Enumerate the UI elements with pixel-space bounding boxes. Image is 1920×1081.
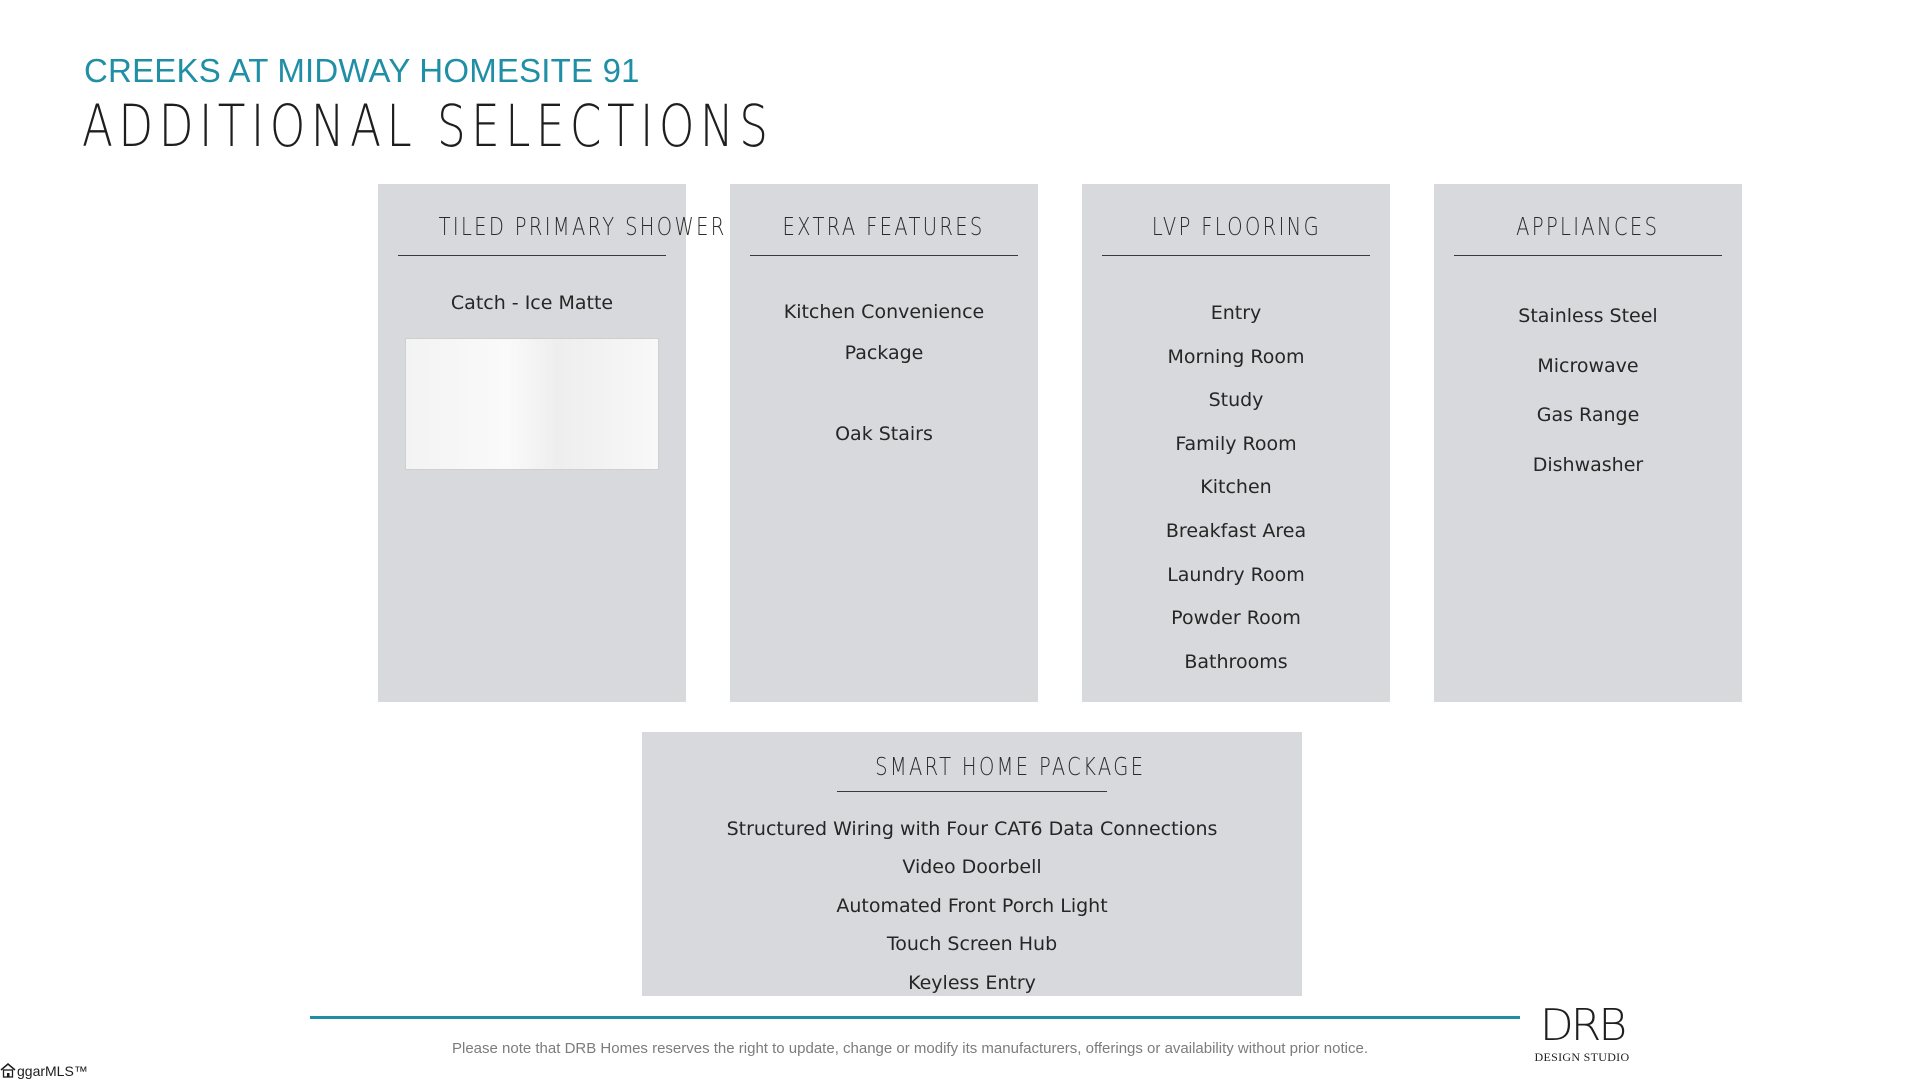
list-item: Kitchen — [1200, 476, 1272, 499]
list-item: Oak Stairs — [835, 423, 933, 445]
list-item: Powder Room — [1171, 607, 1301, 630]
list-item: Laundry Room — [1167, 563, 1305, 586]
panel-header — [398, 184, 727, 256]
selection-list — [378, 292, 686, 314]
panel-header — [750, 184, 1018, 256]
panel-extra-features — [730, 184, 1038, 702]
list-item: Package — [844, 342, 924, 364]
list-item: Automated Front Porch Light — [836, 894, 1108, 917]
panel-appliances — [1434, 184, 1742, 702]
list-item: Gas Range — [1536, 404, 1640, 427]
panel-header — [1454, 184, 1722, 256]
panel-title: SMART HOME PACKAGE — [875, 752, 1146, 781]
panel-tiled-primary-shower — [378, 184, 727, 702]
list-item: Family Room — [1175, 432, 1297, 455]
list-item: Entry — [1210, 302, 1262, 324]
list-item: Kitchen Convenience — [783, 301, 985, 323]
panel-title: TILED PRIMARY SHOWER — [438, 212, 727, 241]
homesite-subtitle: CREEKS AT MIDWAY HOMESITE 91 — [84, 52, 640, 89]
list-item: Morning Room — [1167, 345, 1305, 368]
list-item: Stainless Steel — [1518, 305, 1658, 327]
panel-title: APPLIANCES — [1516, 212, 1660, 241]
panel-smart-home-package — [642, 732, 1302, 996]
footer-disclaimer: Please note that DRB Homes reserves the right to update, change or modify its manufacturers, offerings or availability without prior notice. — [451, 1040, 1368, 1057]
list-item: Breakfast Area — [1165, 519, 1307, 542]
footer-divider — [310, 1016, 1520, 1019]
list-item: Microwave — [1537, 354, 1639, 377]
mls-watermark — [0, 1062, 88, 1080]
selection-list — [730, 292, 1038, 455]
panel-header — [1102, 184, 1370, 256]
selection-list — [642, 810, 1302, 1002]
list-item: Video Doorbell — [902, 856, 1042, 879]
list-item: Catch - Ice Matte — [450, 292, 614, 314]
list-item: Study — [1208, 389, 1264, 412]
panel-title: EXTRA FEATURES — [782, 212, 986, 241]
selection-list — [1082, 292, 1390, 684]
logo-mark: DRB — [1539, 1000, 1625, 1051]
list-item: Dishwasher — [1532, 453, 1644, 476]
tile-swatch-image — [405, 338, 659, 470]
list-item: Touch Screen Hub — [886, 933, 1058, 956]
list-item: Structured Wiring with Four CAT6 Data Connections — [726, 818, 1218, 840]
selection-list — [1434, 292, 1742, 490]
page-title: ADDITIONAL SELECTIONS — [82, 92, 774, 160]
logo-subtitle: DESIGN STUDIO — [1534, 1050, 1630, 1064]
list-item: Bathrooms — [1184, 650, 1288, 673]
house-icon — [0, 1062, 17, 1081]
drb-design-studio-logo — [1534, 1002, 1630, 1064]
mls-label: ggarMLS™ — [17, 1063, 88, 1079]
panel-header — [837, 732, 1146, 792]
panel-title: LVP FLOORING — [1151, 212, 1321, 241]
panel-lvp-flooring — [1082, 184, 1390, 702]
list-item: Keyless Entry — [908, 971, 1036, 994]
